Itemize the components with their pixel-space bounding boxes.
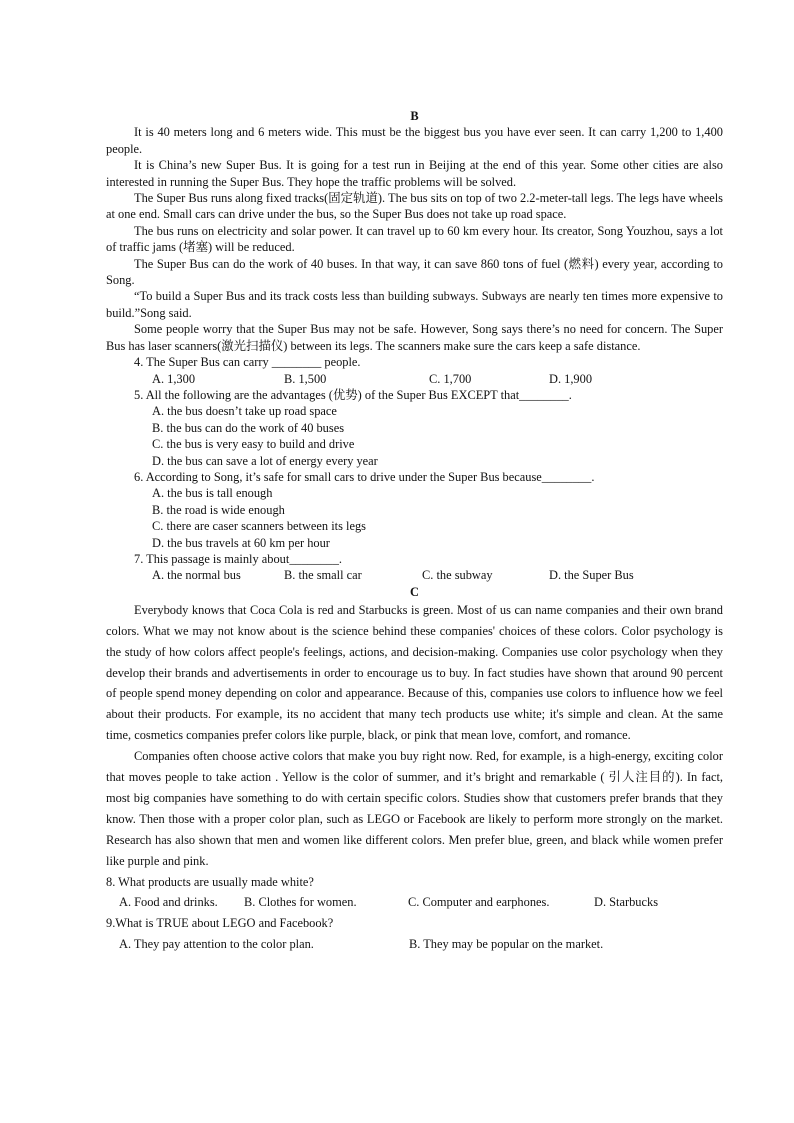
- option-c: C. there are caser scanners between its legs: [152, 519, 366, 534]
- question-7: 7. This passage is mainly about________.: [134, 551, 342, 566]
- document-page: [106, 108, 723, 955]
- option-d: D. the bus travels at 60 km per hour: [152, 535, 330, 550]
- option-b: B. the road is wide enough: [152, 502, 285, 517]
- option-b: B. the bus can do the work of 40 buses: [152, 420, 345, 435]
- paragraph: Some people worry that the Super Bus may not be safe. However, Song says there’s no need for concern. The Super Bus has laser scanners(激光扫描仪) between its legs. The scanners make sure the cars keep a safe distance.: [106, 322, 723, 353]
- question-7-options: [106, 567, 723, 583]
- option-a: A. They pay attention to the color plan.: [119, 937, 314, 952]
- section-b: [106, 108, 723, 584]
- option-c: C. Computer and earphones.: [408, 895, 550, 910]
- question-5: 5. All the following are the advantages (优势) of the Super Bus EXCEPT that________.: [134, 387, 572, 402]
- question-4-options: [106, 371, 723, 387]
- question-9-options: [106, 934, 723, 955]
- option-b: B. Clothes for women.: [244, 895, 357, 910]
- option-b: B. 1,500: [284, 371, 327, 386]
- question-8-options: [106, 892, 723, 913]
- question-8: 8. What products are usually made white?: [106, 874, 314, 889]
- section-c-title: C: [410, 584, 419, 599]
- option-b: B. They may be popular on the market.: [409, 937, 604, 952]
- option-c: C. the bus is very easy to build and drive: [152, 437, 355, 452]
- paragraph: The Super Bus runs along fixed tracks(固定轨道). The bus sits on top of two 2.2-meter-tall legs. The legs have wheels at one end. Small cars can drive under the bus, so the Super Bus does not take up road space.: [106, 191, 723, 222]
- option-d: D. Starbucks: [594, 895, 659, 910]
- paragraph: The bus runs on electricity and solar power. It can travel up to 60 km every hour. Its creator, Song Youzhou, says a lot of traffic jams (堵塞) will be reduced.: [106, 223, 723, 255]
- paragraph: It is China’s new Super Bus. It is going for a test run in Beijing at the end of this year. Some other cities are also interested in running the Super Bus. They hope the traffic problems will be solved.: [106, 158, 723, 189]
- paragraph: Companies often choose active colors that make you buy right now. Red, for example, is a high-energy, exciting color that moves people to take action . Yellow is the color of summer, and it’s bright and remarkable ( 引人注目的). In fact, most big companies have something to do with certain specific colors. Studies show that customers prefer brands that they know. Then those with a proper color plan, such as LEGO or Facebook are likely to perform more strongly on the market. Research has also shown that men and women like different colors. Men prefer blue, green, and black while women prefer like purple and pink.: [106, 749, 723, 868]
- paragraph: The Super Bus can do the work of 40 buses. In that way, it can save 860 tons of fuel (燃料) every year, according to Song.: [106, 256, 723, 288]
- option-a: A. the normal bus: [152, 568, 241, 583]
- option-c: C. 1,700: [429, 371, 472, 386]
- paragraph: It is 40 meters long and 6 meters wide. This must be the biggest bus you have ever seen. It can carry 1,200 to 1,400 people.: [106, 125, 723, 156]
- option-a: A. Food and drinks.: [119, 895, 218, 910]
- section-c: [106, 584, 723, 955]
- option-d: D. 1,900: [549, 371, 593, 386]
- option-a: A. the bus is tall enough: [152, 486, 273, 501]
- paragraph: Everybody knows that Coca Cola is red and Starbucks is green. Most of us can name companies and their own brand colors. What we may not know about is the science behind these companies' choices of these colors. Color psychology is the study of how colors affect people's feelings, actions, and decision-making. Companies use color psychology when they develop their brands and advertisements in order to encourage us to buy. In fact studies have shown that around 90 percent of people spend money depending on color and appearance. Because of this, companies use colors to influence how we feel about their products. For example, its no accident that many tech products use white; it's simple and clean. At the same time, cosmetics companies prefer colors like purple, black, or pink that mean love, comfort, and romance.: [106, 602, 723, 743]
- question-6: 6. According to Song, it’s safe for small cars to drive under the Super Bus because________.: [134, 469, 595, 484]
- question-9: 9.What is TRUE about LEGO and Facebook?: [106, 916, 334, 931]
- option-a: A. 1,300: [152, 371, 196, 386]
- question-4: 4. The Super Bus can carry ________ people.: [134, 355, 361, 370]
- option-d: D. the bus can save a lot of energy every year: [152, 453, 378, 468]
- option-a: A. the bus doesn’t take up road space: [152, 404, 337, 419]
- option-c: C. the subway: [422, 568, 493, 583]
- option-d: D. the Super Bus: [549, 568, 634, 583]
- option-b: B. the small car: [284, 568, 362, 583]
- section-b-title: B: [410, 109, 419, 123]
- paragraph: “To build a Super Bus and its track costs less than building subways. Subways are nearly ten times more expensive to build.”Song said.: [106, 289, 723, 320]
